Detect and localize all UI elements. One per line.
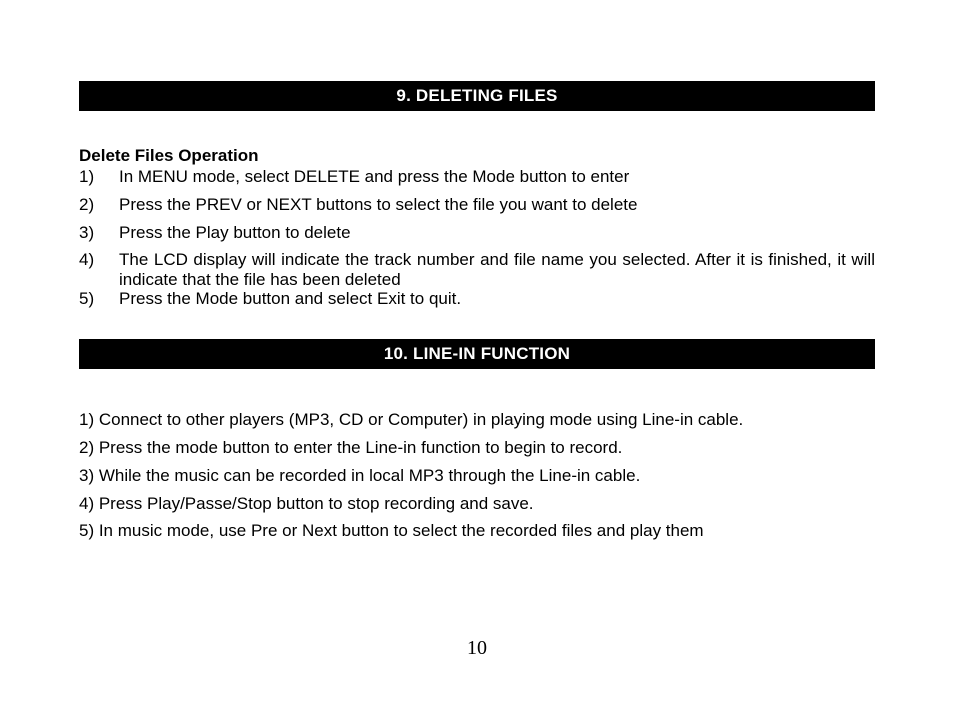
line-in-step: 1) Connect to other players (MP3, CD or Computer) in playing mode using Line-in cable. — [79, 410, 744, 429]
section-heading-line-in-function — [79, 339, 875, 369]
step-number: 3) — [79, 223, 95, 242]
step-text: In MENU mode, select DELETE and press the Mode button to enter — [119, 167, 630, 186]
section-heading-text: 10. LINE-IN FUNCTION — [383, 344, 571, 363]
step-number: 2) — [79, 195, 95, 214]
section-heading-deleting-files — [79, 81, 875, 111]
delete-step — [79, 195, 875, 215]
delete-step — [79, 167, 875, 187]
line-in-step: 5) In music mode, use Pre or Next button to select the recorded files and play them — [79, 521, 704, 540]
step-text: Press the PREV or NEXT buttons to select the file you want to delete — [119, 195, 638, 214]
step-number: 1) — [79, 167, 95, 186]
page-number: 10 — [467, 637, 487, 659]
step-number: 5) — [79, 289, 95, 308]
section-heading-text: 9. DELETING FILES — [396, 86, 558, 105]
line-in-step: 3) While the music can be recorded in local MP3 through the Line-in cable. — [79, 466, 641, 485]
step-text: Press the Mode button and select Exit to quit. — [119, 289, 462, 308]
delete-step — [79, 250, 875, 290]
subheading-delete-files-operation: Delete Files Operation — [79, 146, 259, 165]
step-number: 4) — [79, 250, 95, 269]
delete-step — [79, 223, 875, 243]
step-text: Press the Play button to delete — [119, 223, 351, 242]
line-in-step: 4) Press Play/Passe/Stop button to stop recording and save. — [79, 494, 534, 513]
step-text: The LCD display will indicate the track number and file name you selected. After it is finished, it will indicate that the file has been deleted — [119, 250, 875, 289]
line-in-step: 2) Press the mode button to enter the Line-in function to begin to record. — [79, 438, 623, 457]
delete-step — [79, 289, 875, 309]
